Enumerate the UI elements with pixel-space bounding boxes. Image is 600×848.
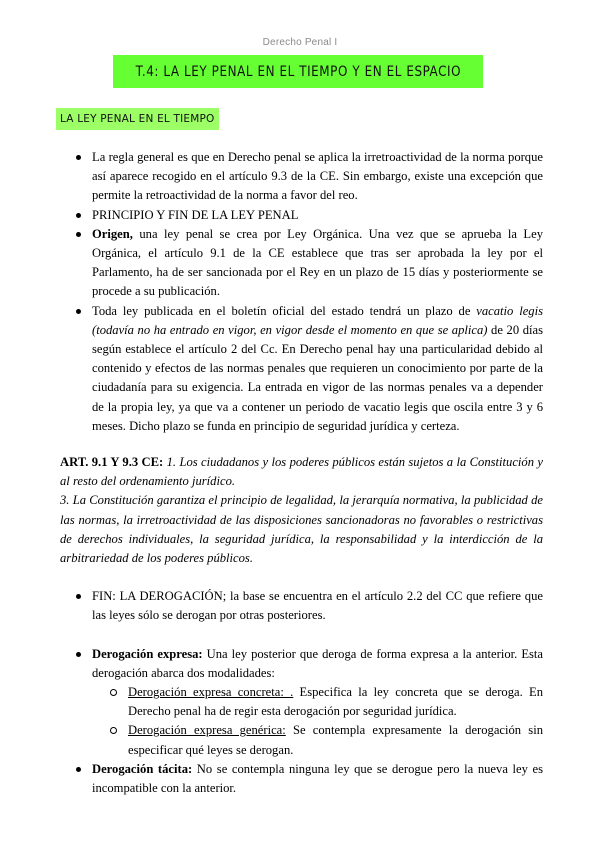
- italic-term: vacatio legis (todavía no ha entrado en vigor, en vigor desde el momento en que se aplica): [92, 303, 543, 337]
- title-highlight: [113, 55, 483, 88]
- sub-list-item: Derogación expresa concreta: . Especifica la ley concreta que se deroga. En Derecho penal ha de regir esta derogación por seguridad jurídica.: [92, 683, 543, 721]
- sub-bullet-list: [92, 683, 543, 760]
- underlined-term: Derogación expresa genérica:: [128, 723, 286, 738]
- fin-bullet-list: [60, 587, 543, 625]
- document-body: [60, 148, 543, 798]
- list-item: PRINCIPIO Y FIN DE LA LEY PENAL: [60, 206, 543, 225]
- section-heading-highlight: [56, 108, 219, 130]
- page-header: Derecho Penal I: [262, 37, 338, 48]
- list-item: Toda ley publicada en el boletín oficial del estado tendrá un plazo de vacatio legis (todavía no ha entrado en vigor, en vigor desde el momento en que se aplica) de 20 días según establece el artículo 2 del Cc. En Derecho penal hay una particularidad debido al contenido y efectos de las normas penales que requieren un conocimiento por parte de la ciudadanía para su exigencia. La entrada en vigor de las normas penales va a depender de la propia ley, ya que va a contener un periodo de vacatio legis que oscila entre 3 y 6 meses. Dicho plazo se funda en principio de seguridad jurídica y certeza.: [60, 302, 543, 436]
- bold-term: Origen,: [92, 226, 133, 241]
- list-item: FIN: LA DEROGACIÓN; la base se encuentra en el artículo 2.2 del CC que refiere que las leyes sólo se derogan por otras posteriores.: [60, 587, 543, 625]
- list-item: La regla general es que en Derecho penal se aplica la irretroactividad de la norma porque así aparece recogido en el artículo 9.3 de la CE. Sin embargo, existe una excepción que permite la retroactividad de la norma a favor del reo.: [60, 148, 543, 206]
- section-heading: LA LEY PENAL EN EL TIEMPO: [60, 113, 215, 125]
- article-label: ART. 9.1 Y 9.3 CE:: [60, 455, 164, 470]
- bold-term: Derogación expresa:: [92, 646, 203, 661]
- list-item: Derogación expresa: Una ley posterior que deroga de forma expresa a la anterior. Esta derogación abarca dos modalidades: Derogación expresa concreta: . Especifica la ley concreta que se deroga. En Derecho penal ha de regir esta derogación por seguridad jurídica. Derogación expresa genérica: Se contempla expresamente la derogación sin especificar qué leyes se derogan.: [60, 645, 543, 760]
- list-item: Origen, una ley penal se crea por Ley Orgánica. Una vez que se aprueba la Ley Orgánica, el artículo 9.1 de la CE establece que tras ser aprobada la ley por el Parlamento, ha de ser sancionada por el Rey en un plazo de 15 días y posteriormente se procede a su publicación.: [60, 225, 543, 302]
- sub-list-item: Derogación expresa genérica: Se contempla expresamente la derogación sin especificar qué leyes se derogan.: [92, 721, 543, 759]
- document-title: T.4: LA LEY PENAL EN EL TIEMPO Y EN EL ESPACIO: [135, 63, 461, 80]
- derogacion-bullet-list: [60, 645, 543, 799]
- article-quote: ART. 9.1 Y 9.3 CE: 1. Los ciudadanos y los poderes públicos están sujetos a la Constitución y al resto del ordenamiento jurídico. 3. La Constitución garantiza el principio de legalidad, la jerarquía normativa, la publicidad de las normas, la irretroactividad de las disposiciones sancionadoras no favorables o restrictivas de derechos individuales, la seguridad jurídica, la responsabilidad y la interdicción de la arbitrariedad de los poderes públicos.: [60, 455, 543, 566]
- bold-term: Derogación tácita:: [92, 761, 193, 776]
- list-item: Derogación tácita: No se contempla ninguna ley que se derogue pero la nueva ley es incompatible con la anterior.: [60, 760, 543, 798]
- underlined-term: Derogación expresa concreta: .: [128, 685, 294, 700]
- intro-bullet-list: [60, 148, 543, 436]
